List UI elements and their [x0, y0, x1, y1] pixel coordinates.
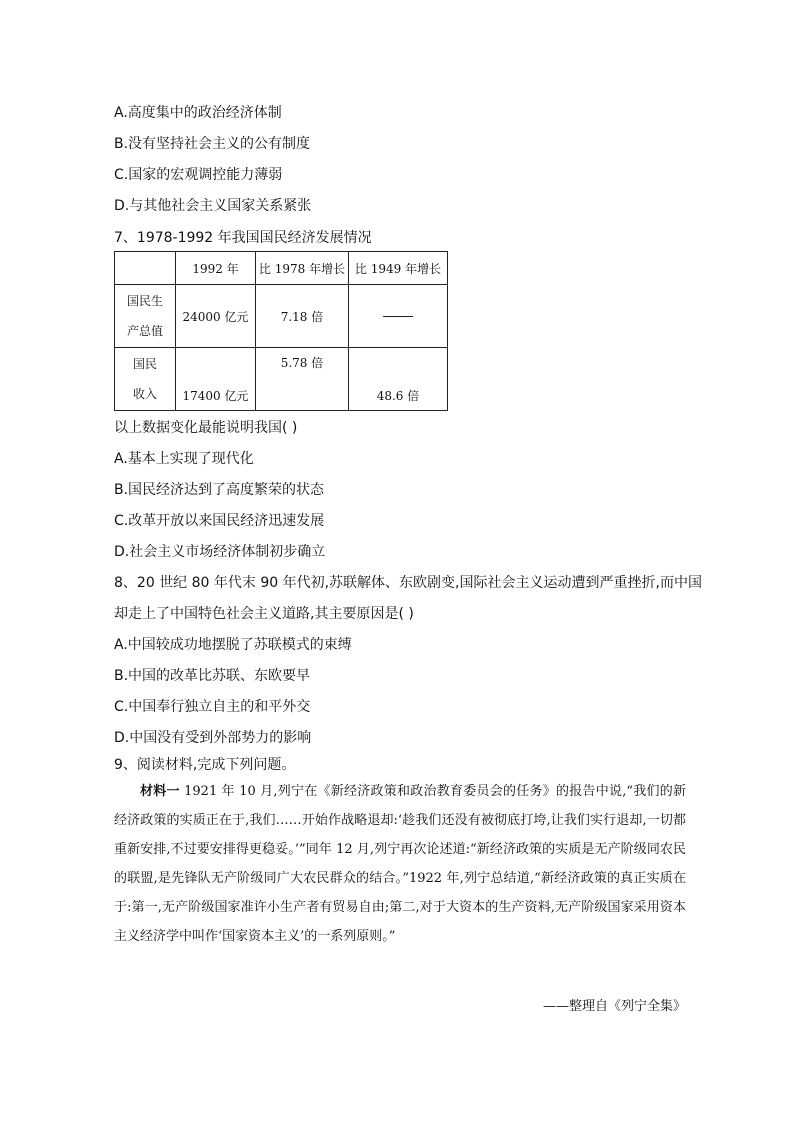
q7-option-d: D.社会主义市场经济体制初步确立: [114, 544, 326, 560]
q7-option-b: B.国民经济达到了高度繁荣的状态: [114, 482, 325, 498]
cell-gdp-1978: 7.18 倍: [256, 285, 349, 348]
q6-option-a: A.高度集中的政治经济体制: [114, 105, 282, 121]
economy-table: [114, 251, 448, 411]
material-one: [114, 777, 686, 951]
table-header-empty: [115, 252, 176, 285]
q8-option-c: C.中国奉行独立自主的和平外交: [114, 699, 311, 715]
cell-income-1949: 48.6 倍: [349, 348, 448, 411]
material-label: 材料一: [140, 784, 180, 799]
table-header-vs1949: 比 1949 年增长: [349, 252, 448, 285]
cell-income-1978: 5.78 倍: [256, 348, 349, 411]
table-row: [115, 285, 448, 348]
q9-stem: 9、阅读材料,完成下列问题。: [114, 757, 296, 773]
q8-option-a: A.中国较成功地摆脱了苏联模式的束缚: [114, 637, 352, 653]
table-header-1992: 1992 年: [176, 252, 256, 285]
row-label-income: 国民 收入: [115, 348, 176, 411]
q6-option-c: C.国家的宏观调控能力薄弱: [114, 167, 283, 183]
q7-option-c: C.改革开放以来国民经济迅速发展: [114, 513, 325, 529]
table-header-vs1978: 比 1978 年增长: [256, 252, 349, 285]
table-row: [115, 348, 448, 411]
q8-stem-line2: 却走上了中国特色社会主义道路,其主要原因是( ): [114, 606, 414, 622]
material-text: 1921 年 10 月,列宁在《新经济政策和政治教育委员会的任务》的报告中说,“我们的新经济政策的实质正在于,我们……开始作战略退却:‘趁我们还没有被彻底打垮,让我们实行退却,一切都重新安排,不过要安排得更稳妥。’”同年 12 月,列宁再次论述道:“新经济政策的实质是无产阶级同农民的联盟,是先锋队无产阶级同广大农民群众的结合。”1922 年,列宁总结道,“新经济政策的真正实质在于:第一,无产阶级国家准许小生产者有贸易自由;第二,对于大资本的生产资料,无产阶级国家采用资本主义经济学中叫作‘国家资本主义’的一系列原则。”: [114, 784, 686, 944]
q6-option-b: B.没有坚持社会主义的公有制度: [114, 136, 311, 152]
q8-option-b: B.中国的改革比苏联、东欧要早: [114, 668, 311, 684]
q8-option-d: D.中国没有受到外部势力的影响: [114, 730, 312, 746]
q7-stem: 以上数据变化最能说明我国( ): [114, 420, 298, 436]
cell-gdp-1949: [349, 285, 448, 348]
q7-title: 7、1978-1992 年我国国民经济发展情况: [114, 230, 372, 246]
cell-income-1992: 17400 亿元: [176, 348, 256, 411]
q8-stem-line1: 8、20 世纪 80 年代末 90 年代初,苏联解体、东欧剧变,国际社会主义运动遭到严重挫折,而中国: [114, 575, 702, 591]
row-label-gdp: 国民生 产总值: [115, 285, 176, 348]
q6-option-d: D.与其他社会主义国家关系紧张: [114, 198, 312, 214]
material-source: ——整理自《列宁全集》: [542, 999, 686, 1014]
cell-gdp-1992: 24000 亿元: [176, 285, 256, 348]
q7-option-a: A.基本上实现了现代化: [114, 451, 254, 467]
